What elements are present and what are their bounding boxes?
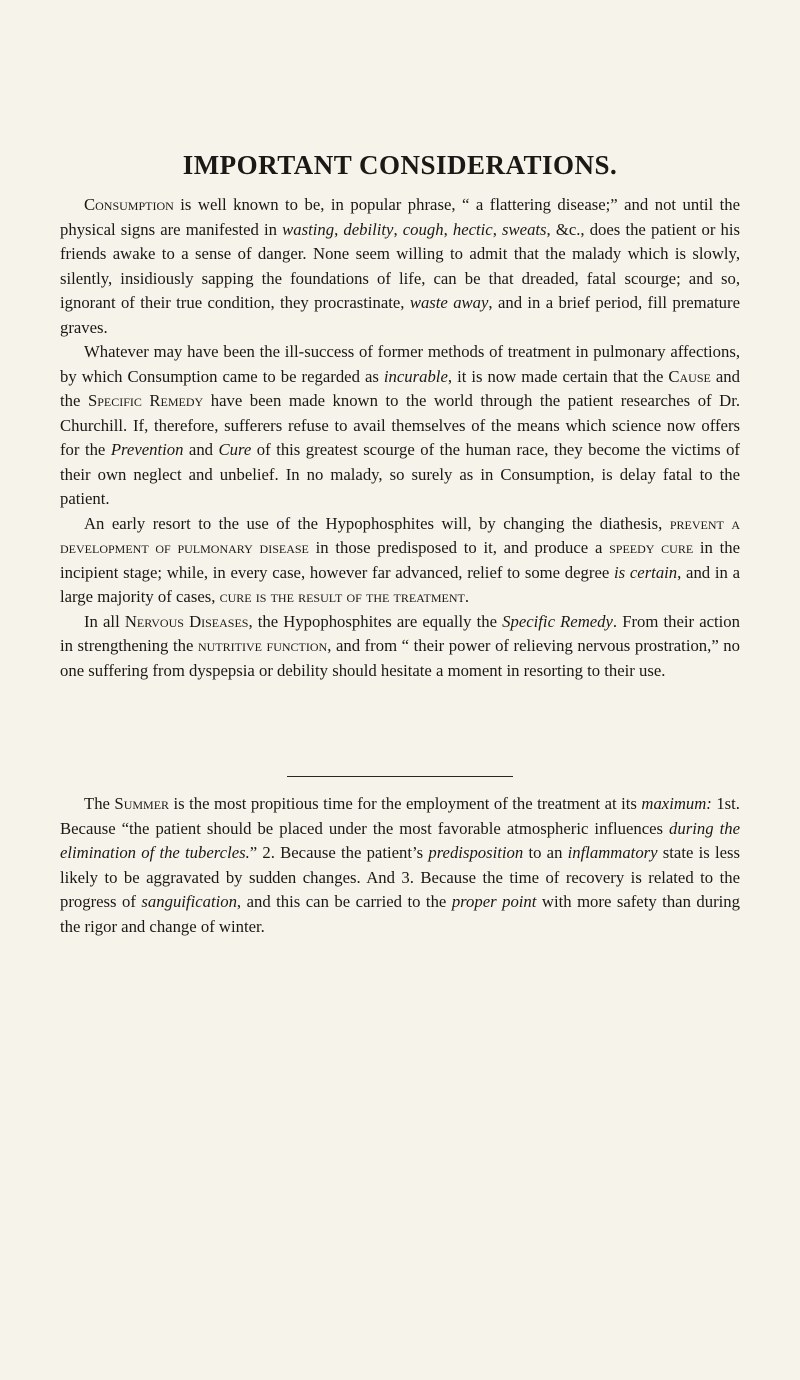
italic-text: hectic — [452, 219, 493, 239]
text-run: is the most propitious time for the employment of the treatment at its — [169, 794, 642, 813]
italic-text: maximum: — [641, 794, 712, 813]
small-caps-text: Consumption — [84, 195, 174, 214]
text-run: and — [183, 440, 219, 459]
text-run: have been made known to the world through the patient researches of Dr. Churchill. If, therefore, sufferers refuse to avail themselves of the means which science now offers for the — [60, 391, 741, 459]
italic-text: Prevention — [110, 440, 184, 459]
text-run: The — [84, 794, 115, 813]
italic-text: waste away — [409, 293, 489, 312]
body-text-lower — [60, 792, 740, 939]
text-run: , the Hypophosphites are equally the — [248, 611, 503, 631]
text-run: , and from “ their power of relieving nervous prostration,” no one suffering from dyspepsia or debility should hesitate a moment in resorting to their use. — [60, 636, 740, 680]
small-caps-text: Summer — [114, 794, 170, 813]
text-run: ” 2. Because the patient’s — [249, 843, 429, 862]
small-caps-text: Nervous Diseases — [124, 611, 249, 631]
text-run: in the incipient stage; while, in every case, however far advanced, relief to some degree — [60, 538, 741, 582]
italic-text: inflammatory — [567, 843, 658, 862]
text-run: , — [334, 219, 344, 239]
italic-text: Specific Remedy — [502, 611, 613, 631]
italic-text: debility — [343, 219, 394, 239]
text-run: , — [492, 219, 503, 239]
paragraph-consumption — [60, 193, 740, 340]
text-run: , — [443, 219, 453, 239]
text-run: In all — [84, 611, 125, 631]
small-caps-text: cure is the result of the treatment — [219, 587, 465, 606]
paragraph-early-resort — [60, 512, 740, 610]
text-run: . From their action in strengthening the — [60, 611, 740, 655]
text-run: An early resort to the use of the Hypophosphites will, by changing the diathesis, — [84, 513, 670, 533]
italic-text: is certain — [614, 562, 678, 582]
italic-text: proper point — [451, 892, 537, 911]
text-run: with more safety than during the rigor and change of winter. — [60, 892, 740, 936]
text-run: , &c., does the patient or his friends awake to a sense of danger. None seem willing to admit that the malady which is slowly, silently, insidiously sapping the foundations of life, can be that dreaded, fatal scourge; and so, ignorant of their true condition, they procrastinate, — [60, 219, 741, 312]
small-caps-text: Specific Remedy — [87, 391, 204, 410]
italic-text: sanguification — [141, 892, 237, 911]
italic-text: during the elimination of the tubercles. — [60, 818, 740, 862]
text-run: . — [464, 587, 469, 606]
italic-text: predisposition — [428, 843, 524, 862]
small-caps-text: nutritive function — [197, 636, 328, 655]
text-run: , — [393, 219, 403, 239]
small-caps-text: prevent a development of pulmonary disease — [60, 513, 740, 557]
text-run: to an — [523, 843, 568, 862]
page-title: IMPORTANT CONSIDERATIONS. — [182, 150, 618, 180]
text-run: 1st. Because “the patient should be placed under the most favorable atmospheric influences — [60, 794, 740, 838]
italic-text: cough — [402, 219, 444, 239]
paragraph-nervous-diseases — [60, 610, 740, 684]
body-text-upper — [60, 193, 740, 683]
text-run: in those predisposed to it, and produce a — [308, 538, 610, 557]
small-caps-text: Cause — [668, 366, 711, 386]
paragraph-summer — [60, 792, 740, 939]
text-run: , and in a large majority of cases, — [60, 562, 741, 606]
text-run: Whatever may have been the ill-success of former methods of treatment in pulmonary affections, by which Consumption came to be regarded as — [60, 342, 740, 386]
text-run: state is less likely to be aggravated by sudden changes. And 3. Because the time of recovery is related to the progress of — [60, 843, 740, 911]
text-run: of this greatest scourge of the human race, they become the victims of their own neglect and unbelief. In no malady, so surely as in Consumption, is delay fatal to the patient. — [60, 440, 740, 508]
text-run: , and in a brief period, fill premature graves. — [60, 293, 740, 337]
text-run: , it is now made certain that the — [447, 366, 669, 386]
text-run: , and this can be carried to the — [236, 892, 452, 911]
paragraph-treatment — [60, 340, 740, 512]
italic-text: incurable — [383, 366, 448, 386]
text-run: and the — [60, 366, 740, 410]
italic-text: wasting — [282, 219, 335, 239]
section-divider — [287, 776, 513, 777]
text-run: is well known to be, in popular phrase, “ a flattering disease;” and not until the physical signs are manifested in — [60, 195, 740, 239]
italic-text: sweats — [502, 219, 547, 239]
small-caps-text: speedy cure — [609, 538, 694, 557]
italic-text: Cure — [218, 440, 252, 459]
